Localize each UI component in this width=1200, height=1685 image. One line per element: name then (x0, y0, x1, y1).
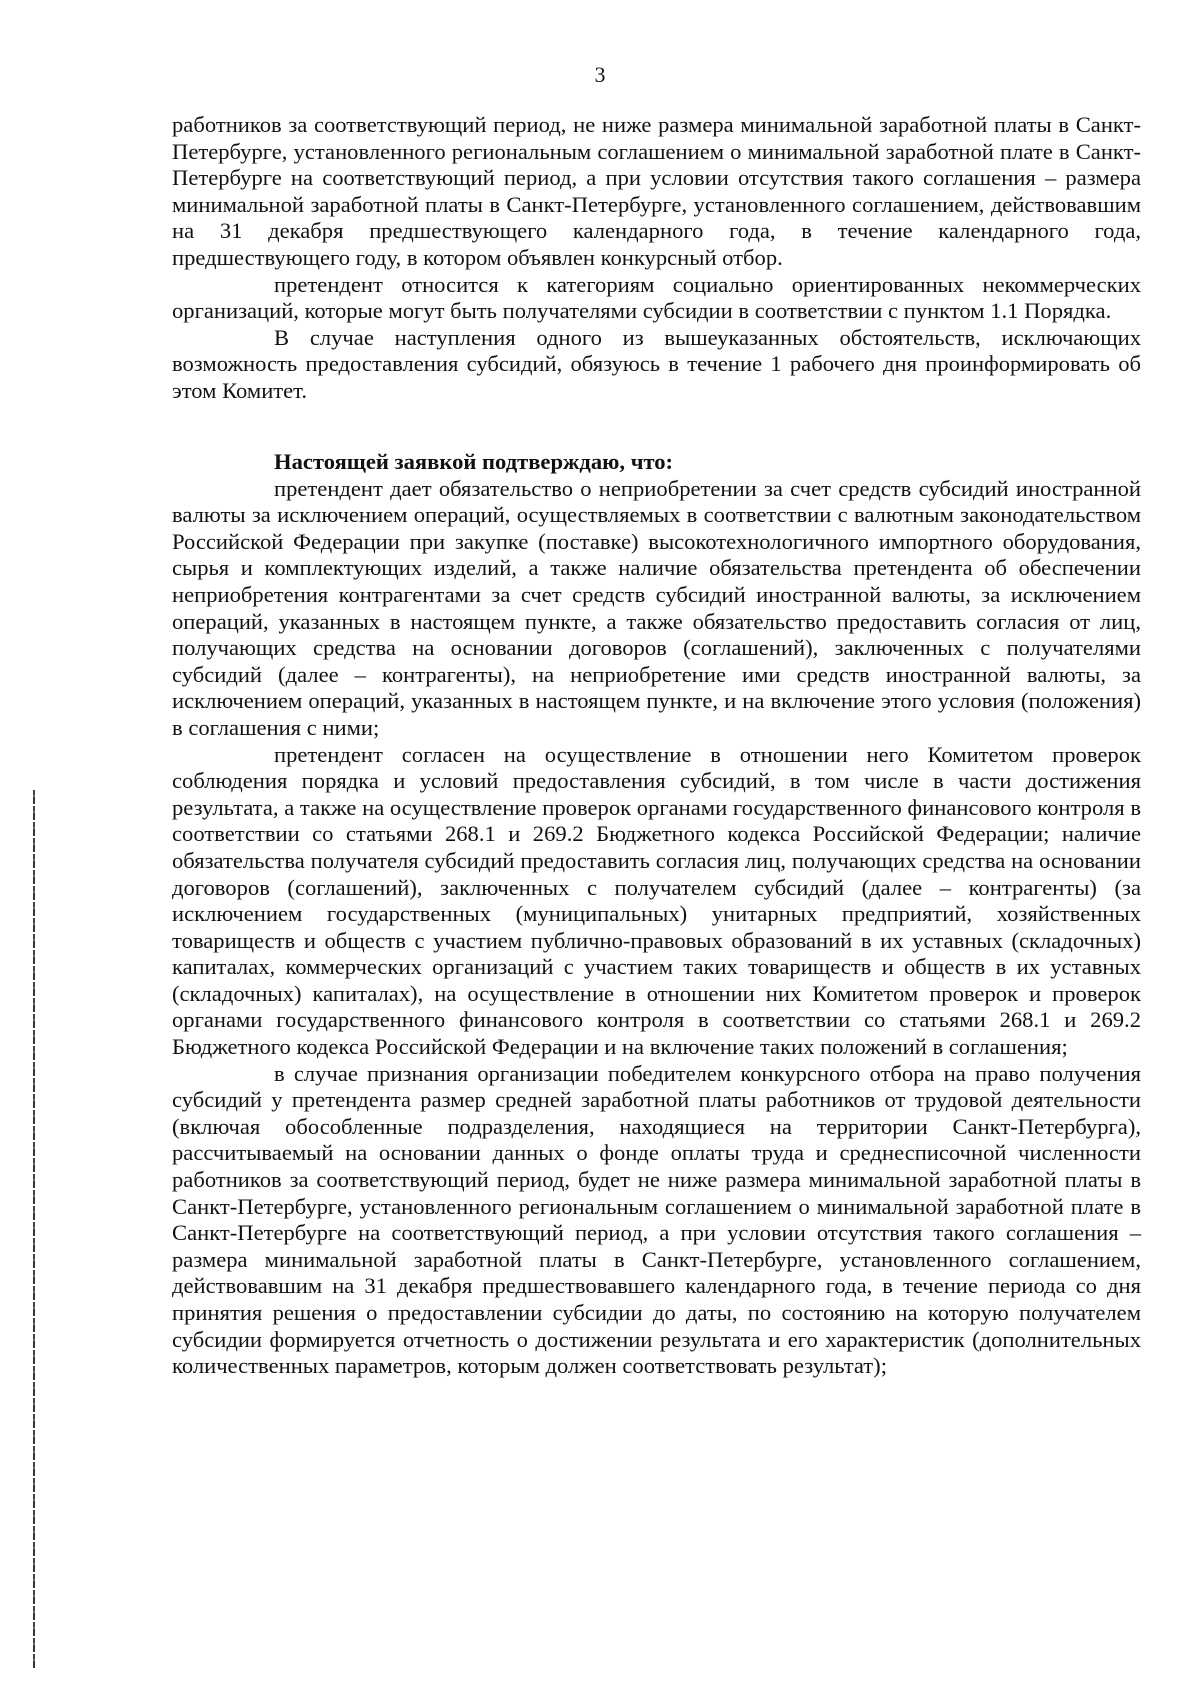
paragraph-currency-obligation: претендент дает обязательство о неприобретении за счет средств субсидий иностранной валюты за исключением операций, осуществляемых в соответствии с валютным законодательством Российской Федерации при закупке (поставке) высокотехнологичного импортного оборудования, сырья и комплектующих изделий, а также наличие обязательства претендента об обеспечении неприобретения контрагентами за счет средств субсидий иностранной валюты, за исключением операций, указанных в настоящем пункте, а также обязательство предоставить согласия от лиц, получающих средства на основании договоров (соглашений), заключенных с получателями субсидий (далее – контрагенты), на неприобретение ими средств иностранной валюты, за исключением операций, указанных в настоящем пункте, и на включение этого условия (положения) в соглашения с ними; (172, 475, 1141, 740)
top-section (172, 112, 1141, 405)
paragraph-category: претендент относится к категориям социально ориентированных некоммерческих организаций, которые могут быть получателями субсидии в соответствии с пунктом 1.1 Порядка. (172, 271, 1141, 324)
paragraph-inspection-consent: претендент согласен на осуществление в отношении него Комитетом проверок соблюдения порядка и условий предоставления субсидий, в том числе в части достижения результата, а также на осуществление проверок органами государственного финансового контроля в соответствии со статьями 268.1 и 269.2 Бюджетного кодекса Российской Федерации; наличие обязательства получателя субсидий предоставить согласия лиц, получающих средства на основании договоров (соглашений), заключенных с получателем субсидий (далее – контрагенты) (за исключением государственных (муниципальных) унитарных предприятий, хозяйственных товариществ и обществ с участием публично-правовых образований в их уставных (складочных) капиталах, коммерческих организаций с участием таких товариществ и обществ в их уставных (складочных) капиталах), на осуществление в отношении них Комитетом проверок и проверок органами государственного финансового контроля в соответствии со статьями 268.1 и 269.2 Бюджетного кодекса Российской Федерации и на включение таких положений в соглашения; (172, 741, 1141, 1060)
paragraph-notification: В случае наступления одного из вышеуказанных обстоятельств, исключающих возможность предоставления субсидий, обязуюсь в течение 1 рабочего дня проинформировать об этом Комитет. (172, 324, 1141, 403)
scan-edge-mark (33, 790, 35, 1670)
paragraph-continuation: работников за соответствующий период, не ниже размера минимальной заработной платы в Санкт-Петербурге, установленного региональным соглашением о минимальной заработной плате в Санкт-Петербурге на соответствующий период, а при условии отсутствия такого соглашения – размера минимальной заработной платы в Санкт-Петербурге, установленного соглашением, действовавшим на 31 декабря предшествующего календарного года, в течение календарного года, предшествующего году, в котором объявлен конкурсный отбор. (172, 112, 1141, 270)
section-heading: Настоящей заявкой подтверждаю, что: (274, 449, 674, 474)
page-number: 3 (594, 62, 606, 87)
paragraph-salary-obligation: в случае признания организации победителем конкурсного отбора на право получения субсидий у претендента размер средней заработной платы работников от трудовой деятельности (включая обособленные подразделения, находящиеся на территории Санкт-Петербурга), рассчитываемый на основании данных о фонде оплаты труда и среднесписочной численности работников за соответствующий период, будет не ниже размера минимальной заработной платы в Санкт-Петербурге, установленного региональным соглашением о минимальной заработной плате в Санкт-Петербурге на соответствующий период, а при условии отсутствия такого соглашения – размера минимальной заработной платы в Санкт-Петербурге, установленного соглашением, действовавшим на 31 декабря предшествовавшего календарного года, в течение периода со дня принятия решения о предоставлении субсидии до даты, по состоянию на которую получателем субсидии формируется отчетность о достижении результата и его характеристик (дополнительных количественных параметров, которым должен соответствовать результат); (172, 1060, 1141, 1379)
confirmation-section (172, 449, 1141, 1380)
